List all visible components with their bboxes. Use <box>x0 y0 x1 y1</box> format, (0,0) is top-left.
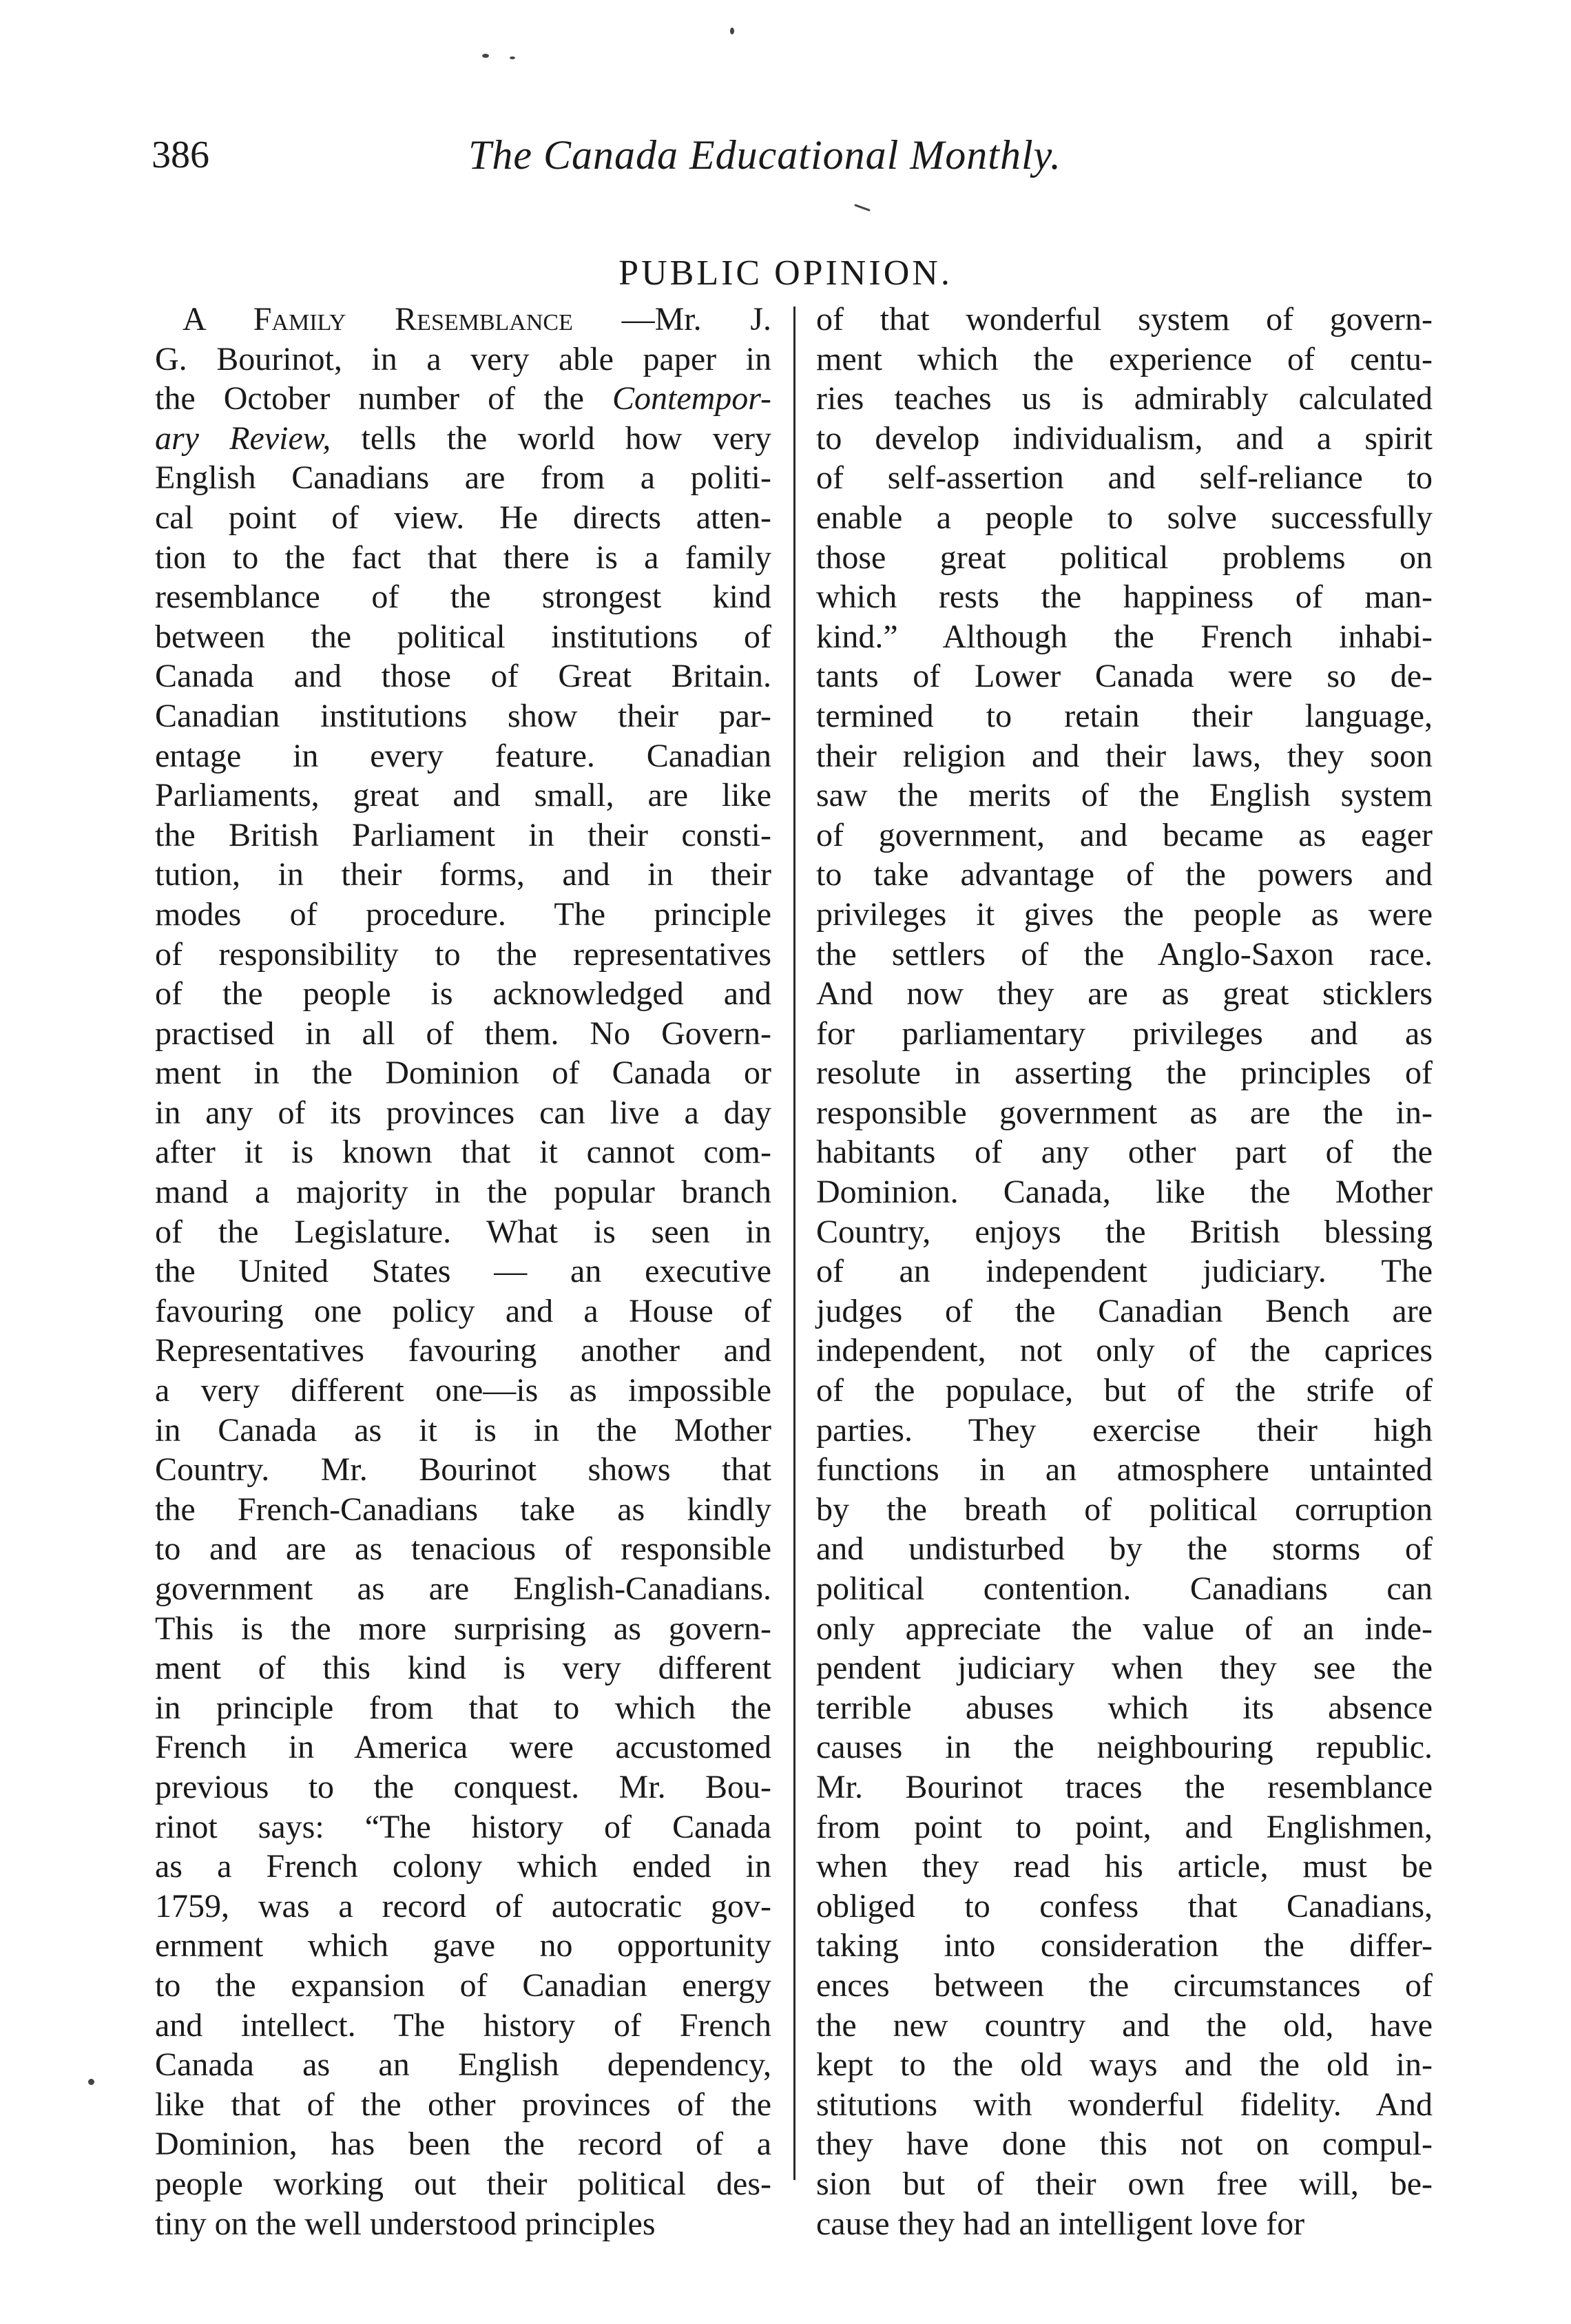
lead-in-heading: A Family Resemblance <box>183 301 573 338</box>
text-line: judges of the Canadian Bench are <box>816 1292 1433 1329</box>
text-line: when they read his article, must be <box>816 1848 1433 1885</box>
text-line: the October number of the Contempor- <box>155 380 771 417</box>
text-line: Parliaments, great and small, are like <box>155 777 771 814</box>
text-line: tion to the fact that there is a family <box>155 539 771 576</box>
text-line: habitants of any other part of the <box>816 1134 1433 1171</box>
text-line: ment which the experience of centu- <box>816 340 1433 377</box>
running-header <box>152 131 1433 193</box>
text-line: 1759, was a record of autocratic gov- <box>155 1887 771 1924</box>
text-line: functions in an atmosphere untainted <box>816 1451 1433 1488</box>
running-title: The Canada Educational Monthly. <box>468 132 1061 178</box>
text-line: And now they are as great sticklers <box>816 975 1433 1013</box>
text-line: This is the more surprising as govern- <box>155 1610 771 1647</box>
page-number: 386 <box>152 134 209 176</box>
text-line: ernment which gave no opportunity <box>155 1927 771 1964</box>
text-line: G. Bourinot, in a very able paper in <box>155 340 771 377</box>
text-line: in principle from that to which the <box>155 1689 771 1726</box>
text-line: of the people is acknowledged and <box>155 975 771 1013</box>
text-line: a very different one—is as impossible <box>155 1372 771 1409</box>
text-line: they have done this not on compul- <box>816 2126 1433 2163</box>
text-line: entage in every feature. Canadian <box>155 737 771 774</box>
text-line: to develop individualism, and a spirit <box>816 419 1433 457</box>
text-line: cause they had an intelligent love for <box>816 2205 1305 2242</box>
text-line: privileges it gives the people as were <box>816 895 1433 933</box>
text-line: Country. Mr. Bourinot shows that <box>155 1451 771 1488</box>
text-line: after it is known that it cannot com- <box>155 1134 771 1171</box>
print-speck <box>88 2079 94 2085</box>
text-line: Dominion. Canada, like the Mother <box>816 1174 1433 1211</box>
text-line: of self-assertion and self-reliance to <box>816 459 1433 497</box>
text-line: Canada and those of Great Britain. <box>155 658 771 695</box>
text-line: as a French colony which ended in <box>155 1848 771 1885</box>
text-line: from point to point, and Englishmen, <box>816 1808 1433 1845</box>
section-title: PUBLIC OPINION. <box>618 253 953 293</box>
text-line: modes of procedure. The principle <box>155 895 771 933</box>
text-line: previous to the conquest. Mr. Bou- <box>155 1768 771 1805</box>
text-line: saw the merits of the English system <box>816 777 1433 814</box>
text-line: mand a majority in the popular branch <box>155 1174 771 1211</box>
column-divider <box>793 307 795 2180</box>
text-line: enable a people to solve successfully <box>816 499 1433 536</box>
text-line: the British Parliament in their consti- <box>155 816 771 853</box>
print-speck <box>482 54 489 58</box>
text-line: independent, not only of the caprices <box>816 1332 1433 1369</box>
text-line: Canada as an English dependency, <box>155 2046 771 2084</box>
print-speck <box>854 204 871 211</box>
right-column <box>816 300 1433 2242</box>
text-line: of the populace, but of the strife of <box>816 1372 1433 1409</box>
text-line: ries teaches us is admirably calculated <box>816 380 1433 417</box>
text-line: of responsibility to the representatives <box>155 935 771 973</box>
text-line: in any of its provinces can live a day <box>155 1094 771 1131</box>
text-line: and undisturbed by the storms of <box>816 1531 1433 1568</box>
text-line: termined to retain their language, <box>816 697 1433 734</box>
text-line: by the breath of political corruption <box>816 1491 1433 1528</box>
print-speck <box>730 28 734 34</box>
text-line: between the political institutions of <box>155 618 771 655</box>
text-line: which rests the happiness of man- <box>816 579 1433 616</box>
text-line: government as are English-Canadians. <box>155 1570 771 1607</box>
text-line: pendent judiciary when they see the <box>816 1650 1433 1687</box>
print-speck <box>510 56 515 59</box>
text-line: French in America were accustomed <box>155 1729 771 1766</box>
left-column <box>155 300 771 2242</box>
text-line: the settlers of the Anglo-Saxon race. <box>816 935 1433 973</box>
text-line: taking into consideration the differ- <box>816 1927 1433 1964</box>
text-line: like that of the other provinces of the <box>155 2086 771 2123</box>
text-line: and intellect. The history of French <box>155 2006 771 2044</box>
text-line: stitutions with wonderful fidelity. And <box>816 2086 1433 2123</box>
text-line: for parliamentary privileges and as <box>816 1015 1433 1052</box>
text-line: ment in the Dominion of Canada or <box>155 1055 771 1092</box>
text-line: Dominion, has been the record of a <box>155 2126 771 2163</box>
text-line: Canadian institutions show their par- <box>155 697 771 734</box>
text-line: the new country and the old, have <box>816 2006 1433 2044</box>
text-line <box>155 300 771 340</box>
text-line: to take advantage of the powers and <box>816 856 1433 893</box>
text-line: political contention. Canadians can <box>816 1570 1433 1607</box>
text-line: kind.” Although the French inhabi- <box>816 618 1433 655</box>
text-line: English Canadians are from a politi- <box>155 459 771 497</box>
text-line: Representatives favouring another and <box>155 1332 771 1369</box>
text-line: of the Legislature. What is seen in <box>155 1213 771 1250</box>
text-line: to and are as tenacious of responsible <box>155 1531 771 1568</box>
text-line: the French-Canadians take as kindly <box>155 1491 771 1528</box>
text-line: kept to the old ways and the old in- <box>816 2046 1433 2084</box>
text-line: of an independent judiciary. The <box>816 1253 1433 1290</box>
text-line: of that wonderful system of govern- <box>816 301 1433 338</box>
text-line: resolute in asserting the principles of <box>816 1055 1433 1092</box>
text-line: ary Review, tells the world how very <box>155 419 771 457</box>
text-line: responsible government as are the in- <box>816 1094 1433 1131</box>
text-line: Country, enjoys the British blessing <box>816 1213 1433 1250</box>
text-line: obliged to confess that Canadians, <box>816 1887 1433 1924</box>
text-line: their religion and their laws, they soon <box>816 737 1433 774</box>
text-line: terrible abuses which its absence <box>816 1689 1433 1726</box>
text-line: the United States — an executive <box>155 1253 771 1290</box>
text-line: only appreciate the value of an inde- <box>816 1610 1433 1647</box>
text-line: parties. They exercise their high <box>816 1411 1433 1449</box>
text-line: tution, in their forms, and in their <box>155 856 771 893</box>
text-line: tiny on the well understood principles <box>155 2205 656 2242</box>
text-line: favouring one policy and a House of <box>155 1292 771 1329</box>
text-line: tants of Lower Canada were so de- <box>816 658 1433 695</box>
text-line: those great political problems on <box>816 539 1433 576</box>
text-line: sion but of their own free will, be- <box>816 2165 1433 2202</box>
text-line: practised in all of them. No Govern- <box>155 1015 771 1052</box>
text-line: to the expansion of Canadian energy <box>155 1967 771 2004</box>
text-line: ences between the circumstances of <box>816 1967 1433 2004</box>
text-line: resemblance of the strongest kind <box>155 579 771 616</box>
text-line: Mr. Bourinot traces the resemblance <box>816 1768 1433 1805</box>
line-text: —Mr. J. <box>572 301 771 338</box>
text-line: rinot says: “The history of Canada <box>155 1808 771 1845</box>
text-line: of government, and became as eager <box>816 816 1433 853</box>
text-line: causes in the neighbouring republic. <box>816 1729 1433 1766</box>
text-line: ment of this kind is very different <box>155 1650 771 1687</box>
text-line: cal point of view. He directs atten- <box>155 499 771 536</box>
text-line: in Canada as it is in the Mother <box>155 1411 771 1449</box>
text-line: people working out their political des- <box>155 2165 771 2202</box>
